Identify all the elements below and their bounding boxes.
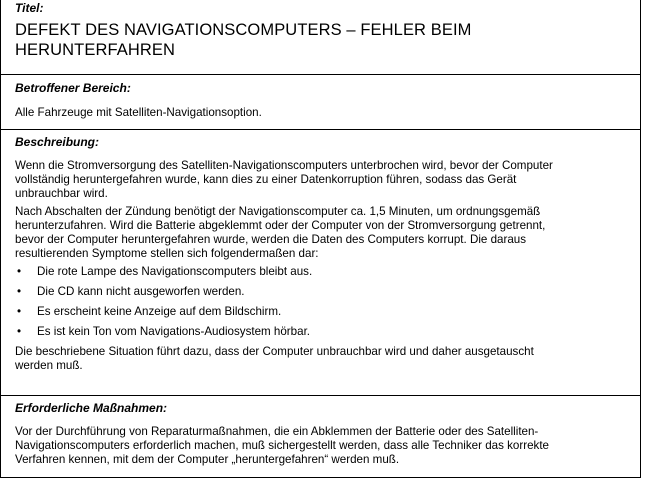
- list-item: [15, 305, 632, 319]
- bullet-icon: •: [17, 305, 22, 318]
- bullet-icon: •: [17, 265, 22, 278]
- description-paragraph: [15, 205, 632, 261]
- paragraph-line: Vor der Durchführung von Reparaturmaßnahmen, die ein Abklemmen der Batterie oder des Satelliten-: [15, 425, 539, 438]
- paragraph-line: Verfahren kennen, mit dem der Computer „heruntergefahren“ werden muß.: [15, 453, 400, 466]
- title-label: Titel:: [15, 1, 44, 15]
- list-item: [15, 265, 632, 279]
- required-actions-section: [1, 395, 640, 478]
- list-item: [15, 325, 632, 339]
- paragraph-line: resultierenden Symptome stellen sich folgendermaßen dar:: [15, 247, 319, 260]
- affected-area-label: Betroffener Bereich:: [15, 81, 131, 95]
- paragraph-line: unbrauchbar wird.: [15, 187, 108, 200]
- description-section: [1, 129, 640, 395]
- bulletin-title-line: DEFEKT DES NAVIGATIONSCOMPUTERS – FEHLER BEIM: [15, 21, 472, 39]
- list-item-text: Die CD kann nicht ausgeworfen werden.: [37, 285, 245, 298]
- paragraph-line: Nach Abschalten der Zündung benötigt der Navigationscomputer ca. 1,5 Minuten, um ordnungsgemäß: [15, 205, 541, 218]
- list-item-text: Die rote Lampe des Navigationscomputers bleibt aus.: [37, 265, 313, 278]
- affected-area-section: [1, 74, 640, 129]
- description-paragraph: [15, 159, 632, 201]
- list-item-text: Es ist kein Ton vom Navigations-Audiosystem hörbar.: [37, 325, 311, 338]
- paragraph-line: werden muß.: [15, 359, 83, 372]
- paragraph-line: Die beschriebene Situation führt dazu, dass der Computer unbrauchbar wird und daher ausgetauscht: [15, 345, 534, 358]
- description-label: Beschreibung:: [15, 135, 100, 149]
- list-item: [15, 285, 632, 299]
- paragraph-line: vollständig heruntergefahren wurde, kann dies zu einer Datenkorruption führen, sodass das Gerät: [15, 173, 517, 186]
- bullet-icon: •: [17, 285, 22, 298]
- bulletin-title: [15, 20, 632, 60]
- required-actions-text: [15, 425, 632, 467]
- paragraph-line: Wenn die Stromversorgung des Satelliten-Navigationscomputers unterbrochen wird, bevor der Computer: [15, 159, 553, 172]
- bulletin-title-line: HERUNTERFAHREN: [15, 41, 175, 59]
- paragraph-line: bevor der Computer heruntergefahren wurde, werden die Daten des Computers korrupt. Die daraus: [15, 233, 527, 246]
- symptom-list: [15, 265, 632, 339]
- title-section: [1, 0, 640, 74]
- paragraph-line: Navigationscomputers erforderlich machen, muß sichergestellt werden, dass alle Techniker das korrekte: [15, 439, 549, 452]
- paragraph-line: herunterzufahren. Wird die Batterie abgeklemmt oder der Computer von der Stromversorgung getrennt,: [15, 219, 546, 232]
- bullet-icon: •: [17, 325, 22, 338]
- affected-area-text: Alle Fahrzeuge mit Satelliten-Navigationsoption.: [15, 106, 262, 119]
- required-actions-label: Erforderliche Maßnahmen:: [15, 401, 168, 415]
- list-item-text: Es erscheint keine Anzeige auf dem Bildschirm.: [37, 305, 282, 318]
- description-paragraph: [15, 345, 632, 373]
